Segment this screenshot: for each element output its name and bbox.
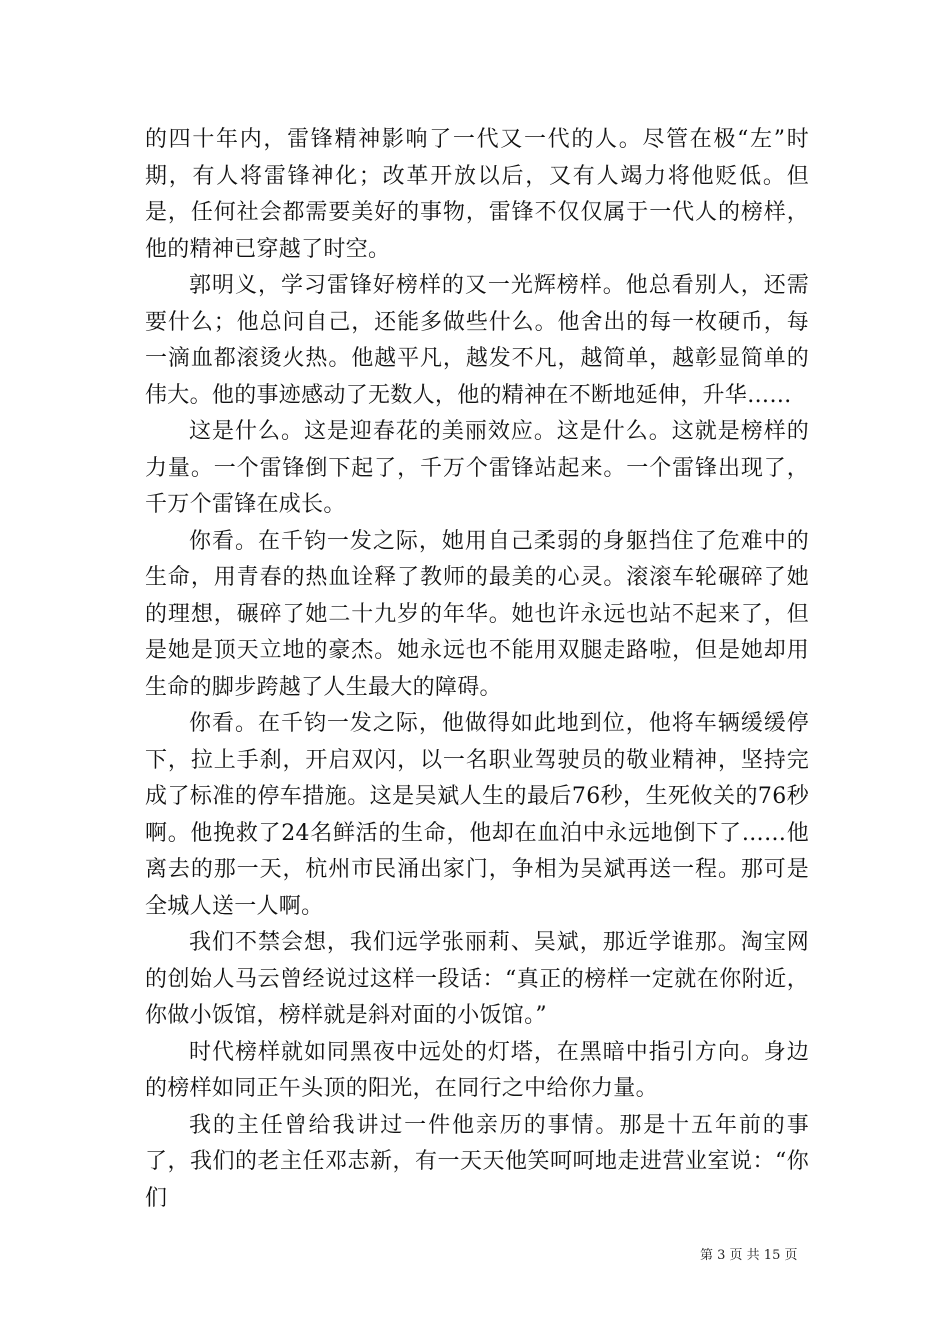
paragraph-lighthouse: 时代榜样就如同黑夜中远处的灯塔，在黑暗中指引方向。身边的榜样如同正午头顶的阳光，在同行之中给你力量。 <box>145 1039 809 1101</box>
paragraph-continuation: 的四十年内，雷锋精神影响了一代又一代的人。尽管在极“左”时期，有人将雷锋神化；改革开放以后，又有人竭力将他贬低。但是，任何社会都需要美好的事物，雷锋不仅仅属于一代人的榜样，他的精神已穿越了时空。 <box>145 127 809 262</box>
body-text <box>145 122 809 1217</box>
paragraph-teacher: 你看。在千钧一发之际，她用自己柔弱的身躯挡住了危难中的生命，用青春的热血诠释了教师的最美的心灵。滚滚车轮碾碎了她的理想，碾碎了她二十九岁的年华。她也许永远也站不起来了，但是她是顶天立地的豪杰。她永远也不能用双腿走路啦，但是她却用生命的脚步跨越了人生最大的障碍。 <box>145 528 809 700</box>
paragraph-director-story: 我的主任曾给我讲过一件他亲历的事情。那是十五年前的事了，我们的老主任邓志新，有一天天他笑呵呵地走进营业室说：“你们 <box>145 1112 809 1211</box>
page-number: 第 3 页 共 15 页 <box>700 1248 798 1263</box>
paragraph-guo-mingyi: 郭明义，学习雷锋好榜样的又一光辉榜样。他总看别人，还需要什么；他总问自己，还能多做些什么。他舍出的每一枚硬币，每一滴血都滚烫火热。他越平凡，越发不凡，越简单，越彰显简单的伟大。他的事迹感动了无数人，他的精神在不断地延伸，升华…… <box>145 273 809 408</box>
paragraph-power-of-example: 这是什么。这是迎春花的美丽效应。这是什么。这就是榜样的力量。一个雷锋倒下起了，千万个雷锋站起来。一个雷锋出现了，千万个雷锋在成长。 <box>145 419 809 517</box>
paragraph-wu-bin: 你看。在千钧一发之际，他做得如此地到位，他将车辆缓缓停下，拉上手刹，开启双闪，以一名职业驾驶员的敬业精神，坚持完成了标准的停车措施。这是吴斌人生的最后76秒，生死攸关的76秒啊。他挽救了24名鲜活的生命，他却在血泊中永远地倒下了……他离去的那一天，杭州市民涌出家门，争相为吴斌再送一程。那可是全城人送一人啊。 <box>145 711 809 919</box>
paragraph-ma-yun-quote: 我们不禁会想，我们远学张丽莉、吴斌，那近学谁那。淘宝网的创始人马云曾经说过这样一段话：“真正的榜样一定就在你附近，你做小饭馆，榜样就是斜对面的小饭馆。” <box>145 930 809 1028</box>
